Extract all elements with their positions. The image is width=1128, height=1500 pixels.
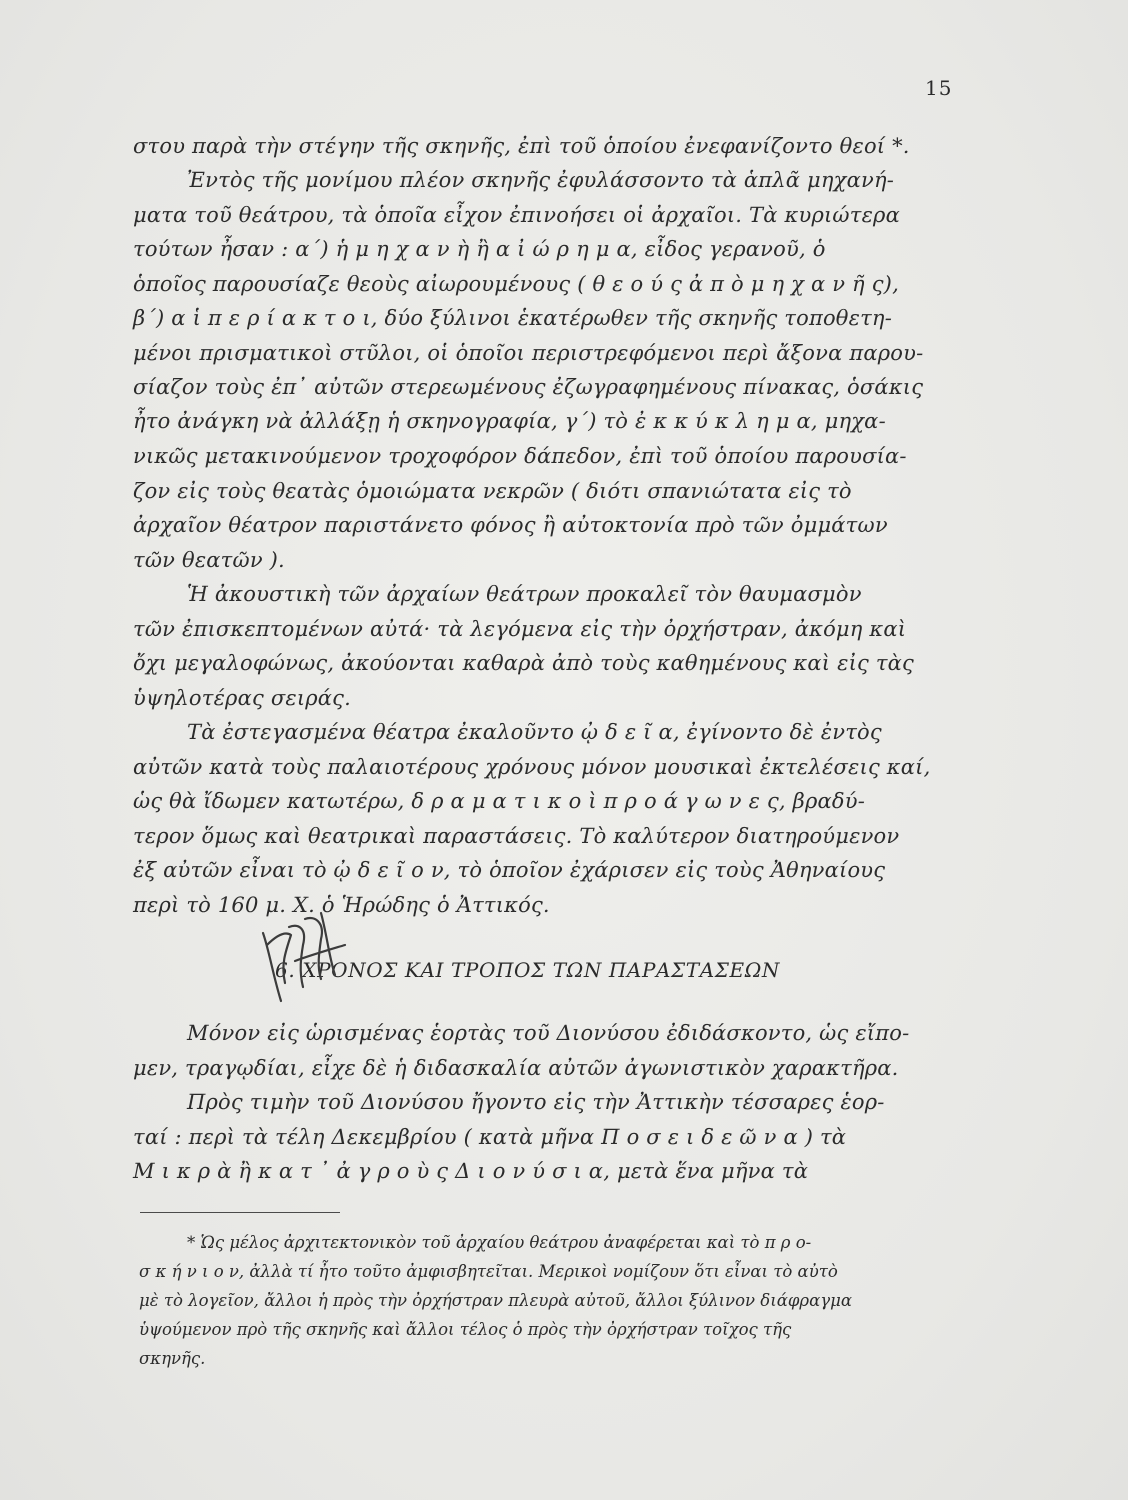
body-line: τερον ὅμως καὶ θεατρικαὶ παραστάσεις. Τὸ καλύτερον διατηρούμενον [133,824,900,848]
body-line: Τὰ ἐστεγασμένα θέατρα ἐκαλοῦντο ᾠ δ ε ῖ α, ἐγίνοντο δὲ ἐντὸς [187,720,882,744]
footnote-rule [140,1212,340,1213]
section-line: Μόνον εἰς ὡρισμένας ἑορτὰς τοῦ Διονύσου ἐδιδάσκοντο, ὡς εἴπο- [187,1021,910,1045]
body-line: ἀρχαῖον θέατρον παριστάνετο φόνος ἢ αὐτοκτονία πρὸ τῶν ὀμμάτων [133,513,888,537]
body-line: ὑψηλοτέρας σειράς. [133,686,352,710]
footnote-line: ὑψούμενον πρὸ τῆς σκηνῆς καὶ ἄλλοι τέλος ὁ πρὸς τὴν ὀρχήστραν τοῖχος τῆς [139,1320,792,1339]
body-line: ὁποῖος παρουσίαζε θεοὺς αἰωρουμένους ( θ ε ο ύ ς ἀ π ὸ μ η χ α ν ῆ ς), [133,272,899,296]
body-line: Ἡ ἀκουστικὴ τῶν ἀρχαίων θεάτρων προκαλεῖ τὸν θαυμασμὸν [187,582,862,606]
section-line: μεν, τραγῳδίαι, εἶχε δὲ ἡ διδασκαλία αὐτῶν ἀγωνιστικὸν χαρακτῆρα. [133,1056,899,1080]
page-number: 15 [925,76,953,100]
body-line: αὐτῶν κατὰ τοὺς παλαιοτέρους χρόνους μόνον μουσικαὶ ἐκτελέσεις καί, [133,755,931,779]
handwritten-scribble [255,905,360,1010]
body-line: μένοι πρισματικοὶ στῦλοι, οἱ ὁποῖοι περιστρεφόμενοι περὶ ἄξονα παρου- [133,341,924,365]
body-line: νικῶς μετακινούμενον τροχοφόρον δάπεδον, ἐπὶ τοῦ ὁποίου παρουσία- [133,444,907,468]
body-line: ἦτο ἀνάγκη νὰ ἀλλάξῃ ἡ σκηνογραφία, γ΄) τὸ ἐ κ κ ύ κ λ η μ α, μηχα- [133,409,886,433]
body-line: περὶ τὸ 160 μ. Χ. ὁ Ἡρώδης ὁ Ἀττικός. [133,893,550,917]
body-line: τῶν θεατῶν ). [133,548,285,572]
footnote-line: σκηνῆς. [139,1349,206,1368]
body-line: τούτων ἦσαν : α΄) ἡ μ η χ α ν ὴ ἢ α ἰ ώ ρ η μ α, εἶδος γερανοῦ, ὁ [133,237,826,261]
body-line: ζον εἰς τοὺς θεατὰς ὁμοιώματα νεκρῶν ( διότι σπανιώτατα εἰς τὸ [133,479,852,503]
footnote-line: * Ὡς μέλος ἀρχιτεκτονικὸν τοῦ ἀρχαίου θεάτρου ἀναφέρεται καὶ τὸ π ρ ο- [187,1233,812,1252]
section-heading: 6. ΧΡΟΝΟΣ ΚΑΙ ΤΡΟΠΟΣ ΤΩΝ ΠΑΡΑΣΤΑΣΕΩΝ [275,958,781,982]
footnote-line: μὲ τὸ λογεῖον, ἄλλοι ἡ πρὸς τὴν ὀρχήστραν πλευρὰ αὐτοῦ, ἄλλοι ξύλινον διάφραγμα [139,1291,852,1310]
body-line: σίαζον τοὺς ἐπ᾽ αὐτῶν στερεωμένους ἐζωγραφημένους πίνακας, ὁσάκις [133,375,924,399]
body-line: ματα τοῦ θεάτρου, τὰ ὁποῖα εἶχον ἐπινοήσει οἱ ἀρχαῖοι. Τὰ κυριώτερα [133,203,900,227]
section-line: Μ ι κ ρ ὰ ἢ κ α τ ᾽ ἀ γ ρ ο ὺ ς Δ ι ο ν ύ σ ι α, μετὰ ἕνα μῆνα τὰ [133,1159,809,1183]
body-line: ὄχι μεγαλοφώνως, ἀκούονται καθαρὰ ἀπὸ τοὺς καθημένους καὶ εἰς τὰς [133,651,914,675]
body-line: β΄) α ἱ π ε ρ ί α κ τ ο ι, δύο ξύλινοι ἑκατέρωθεν τῆς σκηνῆς τοποθετη- [133,306,892,330]
body-line: τῶν ἐπισκεπτομένων αὐτά· τὰ λεγόμενα εἰς τὴν ὀρχήστραν, ἀκόμη καὶ [133,617,907,641]
body-line: ὡς θὰ ἴδωμεν κατωτέρω, δ ρ α μ α τ ι κ ο ὶ π ρ ο ά γ ω ν ε ς, βραδύ- [133,789,866,813]
body-line: στου παρὰ τὴν στέγην τῆς σκηνῆς, ἐπὶ τοῦ ὁποίου ἐνεφανίζοντο θεοί *. [133,134,910,158]
footnote-line: σ κ ή ν ι ο ν, ἀλλὰ τί ἦτο τοῦτο ἀμφισβητεῖται. Μερικοὶ νομίζουν ὅτι εἶναι τὸ αὐτὸ [139,1262,838,1281]
body-line: ἐξ αὐτῶν εἶναι τὸ ᾠ δ ε ῖ ο ν, τὸ ὁποῖον ἐχάρισεν εἰς τοὺς Ἀθηναίους [133,858,886,882]
section-line: Πρὸς τιμὴν τοῦ Διονύσου ἤγοντο εἰς τὴν Ἀττικὴν τέσσαρες ἑορ- [187,1090,885,1114]
body-line: Ἐντὸς τῆς μονίμου πλέον σκηνῆς ἐφυλάσσοντο τὰ ἁπλᾶ μηχανή- [187,168,895,192]
section-line: ταί : περὶ τὰ τέλη Δεκεμβρίου ( κατὰ μῆνα Π ο σ ε ι δ ε ῶ ν α ) τὰ [133,1125,847,1149]
